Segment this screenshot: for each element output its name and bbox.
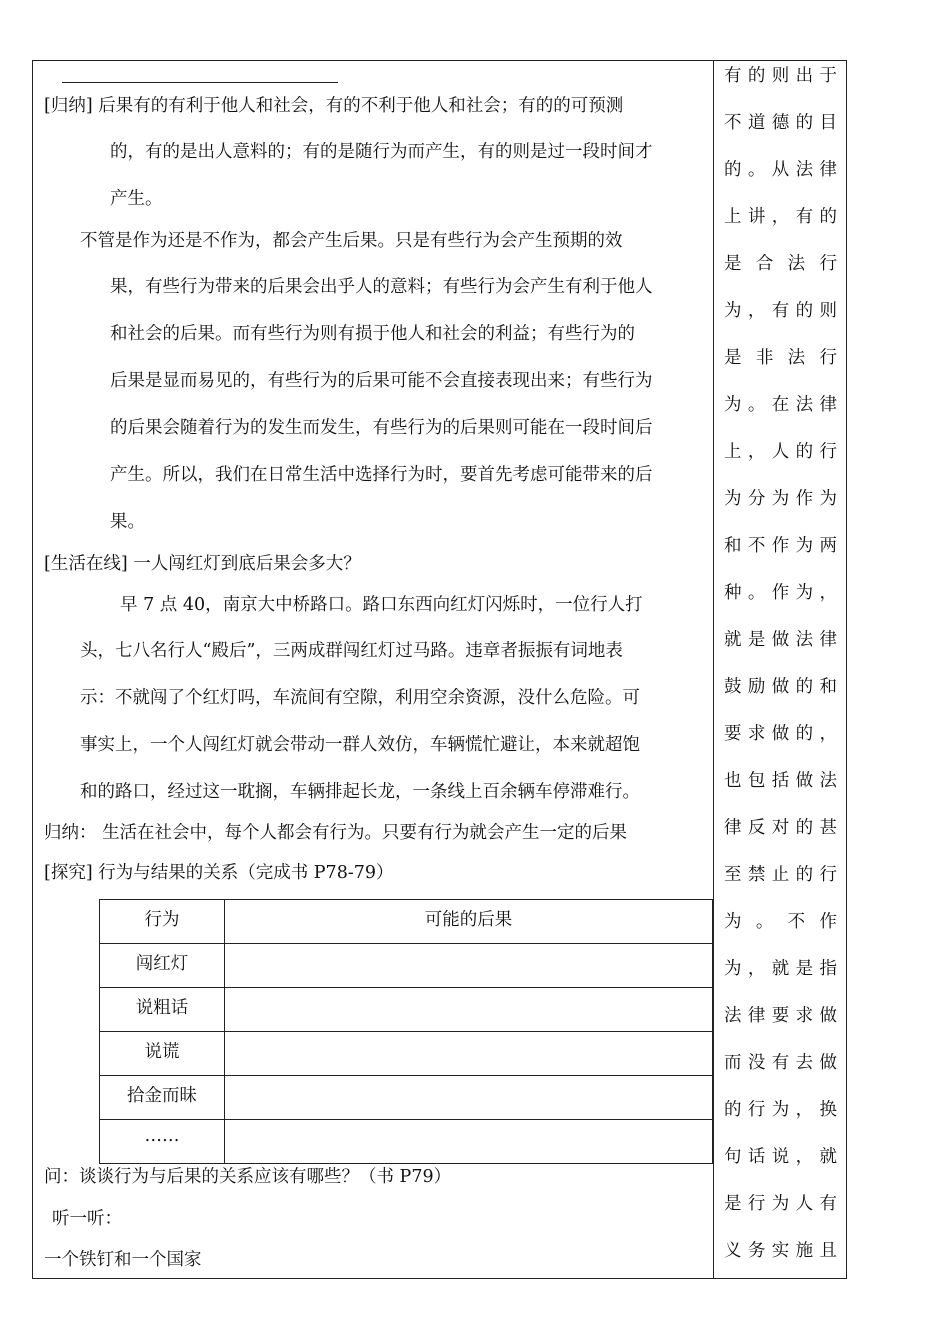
text-line: 果。 xyxy=(110,512,145,532)
text-line: 产生。 xyxy=(110,189,163,209)
text-line: 事实上，一个人闯红灯就会带动一群人效仿，车辆慌忙避让，本来就超饱 xyxy=(80,735,640,755)
table-cell-consequence[interactable] xyxy=(225,1076,713,1120)
side-note-line: 法律要求做 xyxy=(724,1006,837,1026)
table-row xyxy=(100,1032,713,1076)
table-cell-consequence[interactable] xyxy=(225,1032,713,1076)
side-note-line: 律反对的甚 xyxy=(724,818,837,838)
side-note-line: 要求做的， xyxy=(724,724,837,744)
text-line: [归纳] 后果有的有利于他人和社会，有的不利于他人和社会；有的的可预测 xyxy=(44,96,624,116)
side-note-line: 就是做法律 xyxy=(724,630,837,650)
table-cell-consequence[interactable] xyxy=(225,1120,713,1164)
text-line: 的后果会随着行为的发生而发生，有些行为的后果则可能在一段时间后 xyxy=(110,418,653,438)
side-note-line: 是合法行 xyxy=(724,254,837,274)
side-note-line: 是行为人有 xyxy=(724,1194,837,1214)
table-row xyxy=(100,988,713,1032)
table-cell-behavior: 说粗话 xyxy=(100,988,225,1032)
text-line: 后果是显而易见的，有些行为的后果可能不会直接表现出来；有些行为 xyxy=(110,371,653,391)
table-cell-consequence[interactable] xyxy=(225,988,713,1032)
table-header-row xyxy=(100,900,713,944)
side-note-line: 和不作为两 xyxy=(724,536,837,556)
side-note-line: 不道德的目 xyxy=(724,113,837,133)
text-line: 早 7 点 40，南京大中桥路口。路口东西向红灯闪烁时，一位行人打 xyxy=(120,595,643,615)
text-line: 不管是作为还是不作为，都会产生后果。只是有些行为会产生预期的效 xyxy=(80,231,623,251)
table-cell-consequence[interactable] xyxy=(225,944,713,988)
table-row xyxy=(100,1076,713,1120)
side-note-line: 为分为作为 xyxy=(724,489,837,509)
side-note-line: 而没有去做 xyxy=(724,1053,837,1073)
side-note-line: 至禁止的行 xyxy=(724,865,837,885)
table-cell-behavior: 说谎 xyxy=(100,1032,225,1076)
summary-line: 归纳： 生活在社会中，每个人都会有行为。只要有行为就会产生一定的后果 xyxy=(44,823,628,843)
side-note-line: 为，就是指 xyxy=(724,959,837,979)
text-line: 产生。所以，我们在日常生活中选择行为时，要首先考虑可能带来的后 xyxy=(110,465,653,485)
side-note-line: 的行为，换 xyxy=(724,1100,837,1120)
section-heading: [生活在线] 一人闯红灯到底后果会多大？ xyxy=(44,554,361,574)
table-header-cell: 行为 xyxy=(100,900,225,944)
text-line: 和的路口，经过这一耽搁，车辆排起长龙，一条线上百余辆车停滞难行。 xyxy=(80,782,640,802)
column-divider xyxy=(713,60,714,1279)
question-line: 问：谈谈行为与后果的关系应该有哪些？（书 P79） xyxy=(44,1167,452,1187)
side-note-line: 有的则出于 xyxy=(724,66,837,86)
side-note-line: 种。作为， xyxy=(724,583,837,603)
table-row xyxy=(100,944,713,988)
side-note-line: 是非法行 xyxy=(724,348,837,368)
side-note-line: 鼓励做的和 xyxy=(724,677,837,697)
text-line: 示：不就闯了个红灯吗，车流间有空隙，利用空余资源，没什么危险。可 xyxy=(80,688,640,708)
fill-in-blank-line xyxy=(62,82,338,83)
text-line: 和社会的后果。而有些行为则有损于他人和社会的利益；有些行为的 xyxy=(110,324,635,344)
behavior-consequence-table xyxy=(99,899,713,1164)
table-header-cell: 可能的后果 xyxy=(225,900,713,944)
table-cell-behavior: 拾金而昧 xyxy=(100,1076,225,1120)
side-note-line: 义务实施且 xyxy=(724,1241,837,1261)
text-line: 头，七八名行人“殿后”，三两成群闯红灯过马路。违章者振振有词地表 xyxy=(80,641,623,661)
table-cell-behavior: 闯红灯 xyxy=(100,944,225,988)
side-note-line: 为，有的则 xyxy=(724,301,837,321)
side-note-line: 上讲，有的 xyxy=(724,207,837,227)
side-note-line: 上，人的行 xyxy=(724,442,837,462)
text-line: 果，有些行为带来的后果会出乎人的意料；有些行为会产生有利于他人 xyxy=(110,277,653,297)
side-note-line: 句话说，就 xyxy=(724,1147,837,1167)
side-note-line: 的。从法律 xyxy=(724,160,837,180)
text-line: 一个铁钉和一个国家 xyxy=(44,1250,202,1270)
side-note-line: 为。在法律 xyxy=(724,395,837,415)
text-line: 听一听： xyxy=(52,1209,122,1229)
table-cell-behavior: …… xyxy=(100,1120,225,1164)
text-line: 的，有的是出人意料的；有的是随行为而产生，有的则是过一段时间才 xyxy=(110,142,653,162)
side-note-line: 也包括做法 xyxy=(724,771,837,791)
section-heading: [探究] 行为与结果的关系（完成书 P78-79） xyxy=(44,863,394,883)
side-note-line: 为。不作 xyxy=(724,912,837,932)
table-row xyxy=(100,1120,713,1164)
